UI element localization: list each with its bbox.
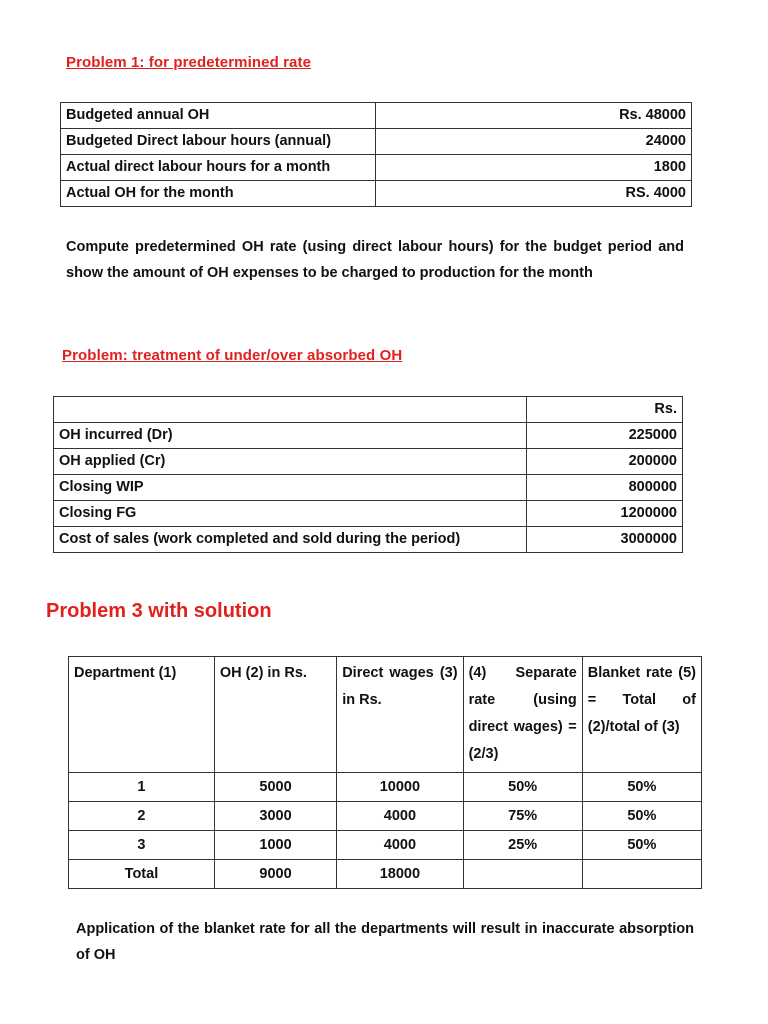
table-cell-value: 800000 — [527, 475, 683, 501]
table-cell-label: Closing FG — [54, 501, 527, 527]
table-cell: 50% — [582, 773, 701, 802]
table-cell-value: 3000000 — [527, 527, 683, 553]
table-cell-value: 24000 — [376, 129, 692, 155]
table-cell-label: OH applied (Cr) — [54, 449, 527, 475]
table-cell: 3000 — [214, 802, 336, 831]
table-cell: Total — [69, 860, 215, 889]
problem1-question: Compute predetermined OH rate (using direct labour hours) for the budget period and show the amount of OH expenses to be charged to production for the month — [66, 239, 684, 281]
table-header-unit: Rs. — [527, 397, 683, 423]
table-cell-label — [54, 397, 527, 423]
table-cell: 4000 — [337, 831, 463, 860]
table-cell — [463, 860, 582, 889]
table-cell-label: Cost of sales (work completed and sold during the period) — [54, 527, 527, 553]
table-cell-value: 1200000 — [527, 501, 683, 527]
table-cell: 50% — [463, 773, 582, 802]
table-cell-value: 225000 — [527, 423, 683, 449]
table-cell: 1000 — [214, 831, 336, 860]
table-cell: 50% — [582, 831, 701, 860]
table-header-cell: Department (1) — [69, 657, 215, 773]
table-cell: 4000 — [337, 802, 463, 831]
table-cell: 3 — [69, 831, 215, 860]
problem2-heading: Problem: treatment of under/over absorbed OH — [62, 347, 403, 364]
table-row — [54, 527, 683, 553]
table-header-cell: Direct wages (3) in Rs. — [337, 657, 463, 773]
table-row — [61, 155, 692, 181]
table-cell: 25% — [463, 831, 582, 860]
table-cell-label: Actual OH for the month — [61, 181, 376, 207]
table-cell-label: Budgeted Direct labour hours (annual) — [61, 129, 376, 155]
table-cell-value: RS. 4000 — [376, 181, 692, 207]
table-cell: 2 — [69, 802, 215, 831]
table-row — [69, 831, 702, 860]
table-row — [69, 802, 702, 831]
table-row — [61, 103, 692, 129]
problem3-table — [68, 656, 702, 889]
table-row — [69, 860, 702, 889]
table-cell: 1 — [69, 773, 215, 802]
table-cell-value: Rs. 48000 — [376, 103, 692, 129]
table-header-row — [69, 657, 702, 773]
problem2-table — [53, 396, 683, 553]
table-row — [54, 475, 683, 501]
table-cell-value: 1800 — [376, 155, 692, 181]
table-cell-label: OH incurred (Dr) — [54, 423, 527, 449]
table-cell-value: 200000 — [527, 449, 683, 475]
table-cell-label: Actual direct labour hours for a month — [61, 155, 376, 181]
table-cell: 75% — [463, 802, 582, 831]
table-cell: 50% — [582, 802, 701, 831]
table-header-cell: OH (2) in Rs. — [214, 657, 336, 773]
table-header-cell: Blanket rate (5) = Total of (2)/total of (3) — [582, 657, 701, 773]
table-cell: 9000 — [214, 860, 336, 889]
table-cell-label: Closing WIP — [54, 475, 527, 501]
table-cell — [582, 860, 701, 889]
problem1-table — [60, 102, 692, 207]
table-row — [54, 397, 683, 423]
problem3-heading: Problem 3 with solution — [46, 600, 272, 622]
problem1-heading: Problem 1: for predetermined rate — [66, 54, 312, 71]
table-row — [54, 423, 683, 449]
problem3-conclusion: Application of the blanket rate for all the departments will result in inaccurate absorption of OH — [76, 921, 694, 963]
table-row — [54, 449, 683, 475]
table-row — [69, 773, 702, 802]
table-row — [61, 129, 692, 155]
table-header-cell: (4) Separate rate (using direct wages) = (2/3) — [463, 657, 582, 773]
table-cell: 5000 — [214, 773, 336, 802]
table-cell: 10000 — [337, 773, 463, 802]
table-row — [54, 501, 683, 527]
table-row — [61, 181, 692, 207]
table-cell-label: Budgeted annual OH — [61, 103, 376, 129]
table-cell: 18000 — [337, 860, 463, 889]
